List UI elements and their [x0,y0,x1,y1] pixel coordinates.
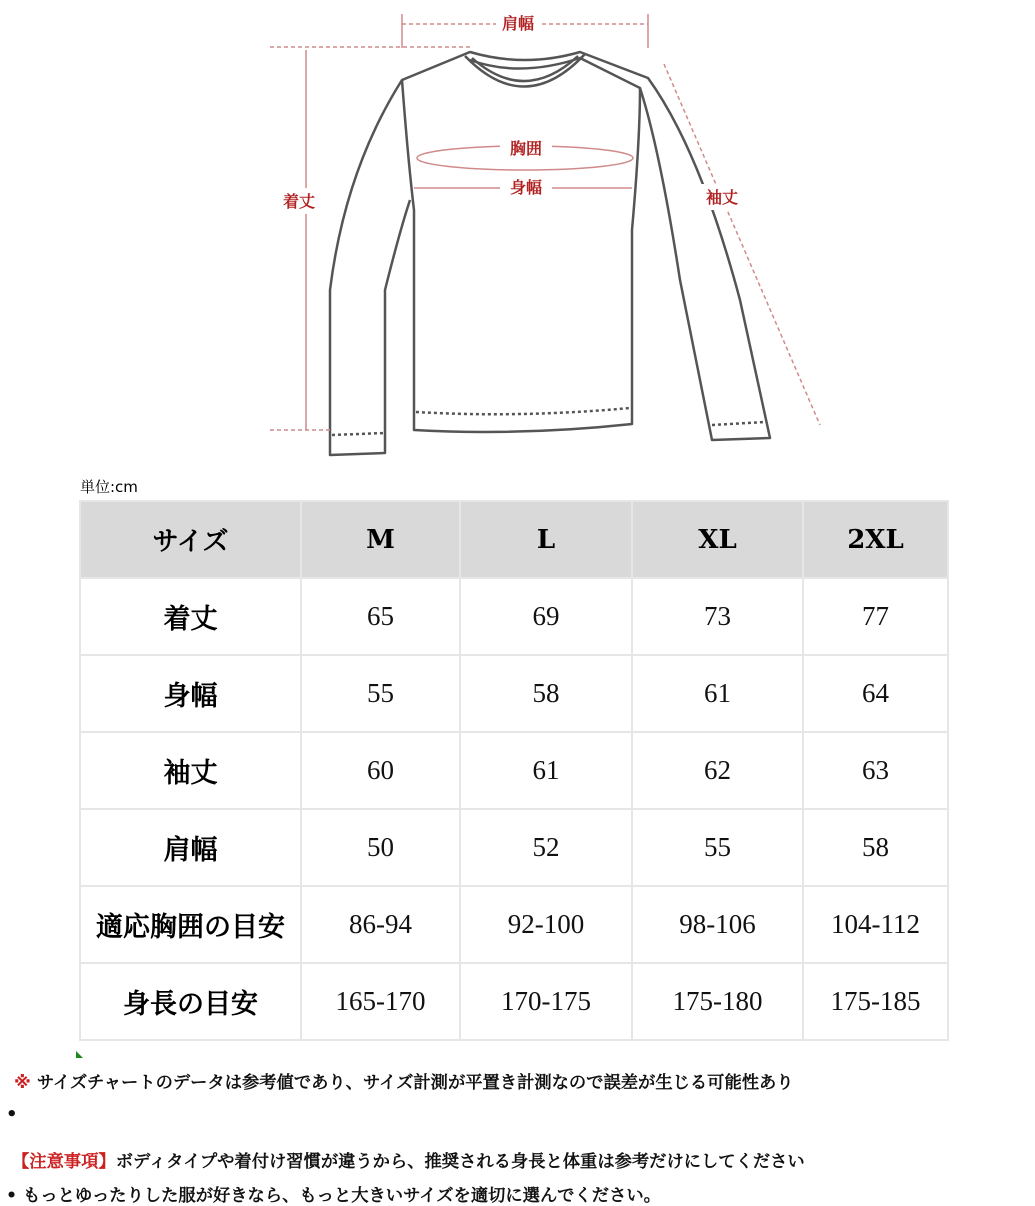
unit-label: 単位:cm [80,478,138,496]
table-cell: 62 [632,732,803,809]
table-cell: 165-170 [301,963,460,1040]
table-cell: 61 [632,655,803,732]
bullet: • [6,1104,18,1125]
measurement-disclaimer [14,1068,794,1093]
table-cell: 58 [803,809,948,886]
length-label: 着丈 [282,192,316,211]
table-cell: 50 [301,809,460,886]
table-cell: 77 [803,578,948,655]
table-row [80,578,948,655]
sleeve-length-label: 袖丈 [705,188,739,207]
row-label: 身長の目安 [80,963,301,1040]
table-row [80,655,948,732]
size-column-header: L [460,501,632,578]
note-mark: ※ [14,1073,31,1093]
table-header-row [80,501,948,578]
table-cell: 58 [460,655,632,732]
table-row [80,963,948,1040]
row-label: 肩幅 [80,809,301,886]
caution-tag: 【注意事項】 [12,1152,116,1172]
table-row [80,886,948,963]
table-cell: 63 [803,732,948,809]
table-row [80,732,948,809]
table-cell: 55 [301,655,460,732]
note-text: サイズチャートのデータは参考値であり、サイズ計測が平置き計測なので誤差が生じる可能性あり [36,1073,794,1093]
garment-measurement-diagram [0,0,1035,470]
size-header-label: サイズ [80,501,301,578]
table-cell: 52 [460,809,632,886]
size-column-header: 2XL [803,501,948,578]
caution-note [12,1147,805,1172]
caution-text: ボディタイプや着付け習慣が違うから、推奨される身長と体重は参考だけにしてください [115,1152,805,1172]
table-row [80,809,948,886]
size-chart-table [79,500,949,1041]
table-cell: 73 [632,578,803,655]
row-label: 身幅 [80,655,301,732]
size-advice-note: • もっとゆったりした服が好きなら、もっと大きいサイズを適切に選んでください。 [6,1186,661,1206]
table-cell: 104-112 [803,886,948,963]
chest-label: 胸囲 [509,139,543,158]
table-cell: 69 [460,578,632,655]
table-cell: 61 [460,732,632,809]
table-cell: 92-100 [460,886,632,963]
corner-marker [76,1051,83,1058]
table-cell: 175-180 [632,963,803,1040]
row-label: 着丈 [80,578,301,655]
table-cell: 86-94 [301,886,460,963]
body-width-label: 身幅 [509,178,543,197]
table-cell: 170-175 [460,963,632,1040]
table-cell: 98-106 [632,886,803,963]
table-cell: 175-185 [803,963,948,1040]
table-cell: 55 [632,809,803,886]
table-cell: 64 [803,655,948,732]
table-cell: 60 [301,732,460,809]
row-label: 適応胸囲の目安 [80,886,301,963]
long-sleeve-shirt-outline [330,52,770,455]
shoulder-width-label: 肩幅 [501,14,535,33]
size-column-header: XL [632,501,803,578]
size-column-header: M [301,501,460,578]
table-cell: 65 [301,578,460,655]
row-label: 袖丈 [80,732,301,809]
